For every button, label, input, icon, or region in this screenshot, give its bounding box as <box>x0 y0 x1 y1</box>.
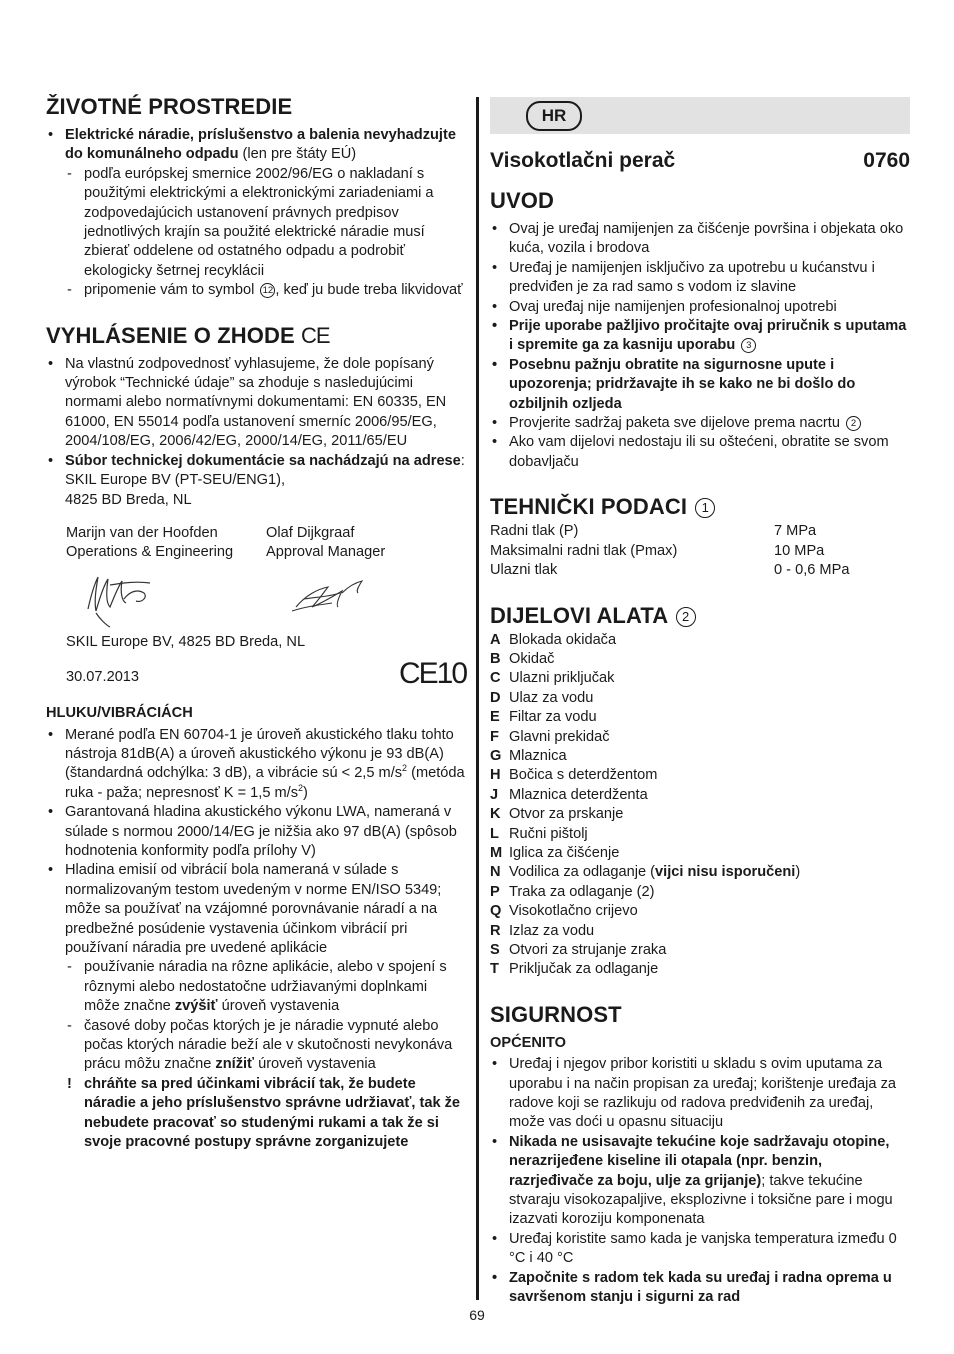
symbol-3-icon: 3 <box>741 338 756 353</box>
declaration-list <box>46 355 466 510</box>
page-number: 69 <box>469 1307 485 1323</box>
text: úroveň vystavenia <box>254 1056 376 1073</box>
environment-list <box>46 126 466 165</box>
declaration-date: 30.07.2013 <box>66 669 140 686</box>
part-label: Mlaznica <box>509 747 567 764</box>
text: (metóda ruka - paža; nepresnosť K = 1,5 m/s <box>65 765 465 801</box>
text: (len pre štáty EÚ) <box>238 146 357 163</box>
part-label: Filtar za vodu <box>509 709 597 726</box>
part-key: Q <box>490 903 502 920</box>
part-label: Ulazni priključak <box>509 670 615 687</box>
noise-list <box>46 726 466 959</box>
list-item <box>490 960 910 979</box>
part-key: N <box>490 864 501 881</box>
list-item <box>490 941 910 960</box>
list-item: • Uređaj koristite samo kada je vanjska temperatura između 0 °C i 40 °C <box>490 1230 910 1269</box>
left-column <box>46 94 466 1152</box>
part-label: Otvori za strujanje zraka <box>509 942 667 958</box>
tech-data-title-text: TEHNIČKI PODACI <box>490 494 688 520</box>
part-key: D <box>490 689 501 706</box>
text: používanie náradia na rôzne aplikácie, alebo v spojení s rôznymi alebo nedostatočne udržiavanými doplnkami môže značne <box>84 959 447 1015</box>
list-item <box>490 766 910 785</box>
text: pripomenie vám to symbol <box>84 282 259 299</box>
text: ) <box>795 864 801 881</box>
right-column <box>490 97 910 1308</box>
text-bold: zvýšiť <box>174 998 218 1015</box>
noise-vibration-title: HLUKU/VIBRÁCIÁCH <box>46 705 193 722</box>
list-item <box>490 863 910 882</box>
list-item <box>490 844 910 863</box>
signature-2-icon <box>292 581 362 611</box>
part-label: Mlaznica deterdženta <box>509 786 648 803</box>
tech-data-title <box>490 494 910 520</box>
safety-subtitle: OPĆENITO <box>490 1034 566 1051</box>
warning-text: chráňte sa pred účinkami vibrácií tak, že budete náradie a jeho príslušenstvo správne udržiavať, tak že nebudete pracovať so studenými rukami a tak že si svoje pracovné postupy správne zorganizujete <box>84 1075 461 1151</box>
list-item <box>490 414 910 433</box>
exclamation-icon: ! <box>67 1075 72 1092</box>
parts-list <box>490 631 910 980</box>
list-item <box>490 631 910 650</box>
declaration-title-text: VYHLÁSENIE O ZHODE <box>46 322 295 348</box>
list-item <box>46 126 466 165</box>
text: úroveň vystavenia <box>217 998 340 1015</box>
table-row <box>490 542 910 561</box>
list-item <box>490 728 910 747</box>
list-item <box>65 1017 466 1075</box>
superscript: 2 <box>402 763 408 774</box>
part-label: Bočica s deterdžentom <box>509 767 658 784</box>
product-heading <box>490 148 910 174</box>
signatory-2-role: Approval Manager <box>266 544 386 561</box>
part-key: C <box>490 670 501 687</box>
part-key: R <box>490 922 501 939</box>
symbol-1-icon: 1 <box>695 498 715 518</box>
part-key: F <box>490 728 499 745</box>
list-item: • Ako vam dijelovi nedostaju ili su oštećeni, obratite se svom dobavljaču <box>490 433 910 472</box>
list-item: • Posebnu pažnju obratite na sigurnosne upute i upozorenja; pridržavajte ih se kako ne bi došlo do ozbiljnih ozljeda <box>490 356 910 414</box>
tech-data-section <box>490 494 910 580</box>
part-key: J <box>490 786 499 803</box>
part-label: Iglica za čišćenje <box>509 844 620 861</box>
text-bold: vijci nisu isporučeni <box>655 864 796 881</box>
part-label: Izlaz za vodu <box>509 922 595 939</box>
text: Provjerite sadržaj paketa sve dijelove prema nacrtu <box>509 415 840 432</box>
part-key: H <box>490 767 501 784</box>
safety-list <box>490 1055 910 1307</box>
parts-title <box>490 603 910 629</box>
part-key: K <box>490 806 501 823</box>
symbol-2-icon: 2 <box>676 607 696 627</box>
tech-value: 0 - 0,6 MPa <box>774 562 850 579</box>
list-item <box>490 689 910 708</box>
noise-vibration-section <box>46 704 466 1152</box>
tech-value: 10 MPa <box>774 542 825 559</box>
intro-title: UVOD <box>490 188 554 213</box>
intro-list <box>490 220 910 472</box>
list-item <box>490 708 910 727</box>
part-label: Priključak za odlaganje <box>509 961 659 978</box>
list-item: • Ovaj uređaj nije namijenjen profesionalnoj upotrebi <box>490 298 910 317</box>
tech-label: Ulazni tlak <box>490 562 558 579</box>
table-row <box>490 561 910 580</box>
part-label: Ručni pištolj <box>509 825 588 842</box>
list-item <box>490 902 910 921</box>
tech-label: Radni tlak (P) <box>490 523 579 540</box>
part-label: Otvor za prskanje <box>509 806 624 823</box>
part-label: Okidač <box>509 650 555 667</box>
part-key: P <box>490 883 500 900</box>
language-bar <box>490 97 910 134</box>
text: 4825 BD Breda, NL <box>65 491 192 508</box>
superscript: 2 <box>298 782 304 793</box>
signatory-1-name: Marijn van der Hoofden <box>66 524 218 541</box>
text: Merané podľa EN 60704-1 je úroveň akustického tlaku tohto nástroja 81dB(A) a úroveň akustického výkonu je 93 dB(A) (štandardná odchýlka: 3 dB), a vibrácie sú < 2,5 m/s <box>65 726 454 782</box>
symbol-12-icon: 12 <box>260 283 275 298</box>
table-row <box>490 522 910 541</box>
product-code: 0760 <box>863 149 910 172</box>
product-name: Visokotlačni perač <box>490 149 676 172</box>
safety-title: SIGURNOST <box>490 1001 622 1027</box>
environment-sublist <box>65 165 466 301</box>
environment-section <box>46 94 466 301</box>
safety-section <box>490 1002 910 1308</box>
ce-mark-icon: CE <box>300 322 330 348</box>
part-label: Ulaz za vodu <box>509 689 594 706</box>
list-item: • Ovaj je uređaj namijenjen za čišćenje površina i objekata oko kuća, vozila i brodova <box>490 220 910 259</box>
declaration-section <box>46 323 466 690</box>
column-divider <box>476 97 479 1300</box>
part-label: Glavni prekidač <box>509 728 610 745</box>
list-item: • Uređaj i njegov pribor koristiti u skladu s ovim uputama za uporabu i na način propisan za uređaj; korištenje uređaja za radove koji se razlikuju od radova predviđenih za uređaj, može vas doći u opasnu situaciju <box>490 1055 910 1133</box>
text: ; takve tekućine stvaraju visokozapaljive, eksplozivne i toksične pare i mogu izazvati koroziju komponenata <box>509 1172 893 1228</box>
part-key: T <box>490 961 499 978</box>
signatory-1 <box>66 524 266 563</box>
part-label: Visokotlačno crijevo <box>509 903 638 920</box>
tech-data-table <box>490 522 910 580</box>
parts-title-text: DIJELOVI ALATA <box>490 602 668 628</box>
list-item <box>65 281 466 300</box>
signatory-2 <box>266 524 466 563</box>
part-key: B <box>490 650 501 667</box>
declaration-title <box>46 323 466 349</box>
list-item <box>490 747 910 766</box>
tech-label: Maksimalni radni tlak (Pmax) <box>490 542 678 559</box>
text-bold: Nikada ne usisavajte tekućine koje sadržavaju otopine, nerazrijeđene kiseline ili otapala (npr. benzin, razrjeđivače za boju, ulje za grijanje) <box>509 1133 890 1189</box>
part-key: G <box>490 747 502 764</box>
part-key: E <box>490 709 500 726</box>
signatures <box>66 563 466 633</box>
list-item: • Započnite s radom tek kada su uređaj i radna oprema u savršenom stanju i sigurni za rad <box>490 1269 910 1308</box>
part-label: Traka za odlaganje (2) <box>509 883 655 900</box>
list-item <box>490 805 910 824</box>
text: ) <box>303 784 308 801</box>
warning-note <box>65 1075 466 1153</box>
signature-1-icon <box>88 577 150 627</box>
list-item: • Na vlastnú zodpovednosť vyhlasujeme, že dole popísaný výrobok “Technické údaje” sa zhoduje s nasledujúcimi normami alebo normatívnymi dokumentami: EN 60335, EN 61000, EN 55014 podľa ustanovení smerníc 2006/95/EG, 2004/108/EG, 2006/42/EG, 2000/14/EG, 2011/65/EU <box>46 355 466 452</box>
environment-title: ŽIVOTNÉ PROSTREDIE <box>46 94 293 119</box>
list-item <box>490 883 910 902</box>
text-bold: Elektrické náradie, príslušenstvo a balenia nevyhadzujte do komunálneho odpadu <box>65 127 456 163</box>
ce-10-mark-icon: CE10 <box>398 657 466 691</box>
list-item <box>490 650 910 669</box>
list-item <box>490 825 910 844</box>
text-bold: Prije uporabe pažljivo pročitajte ovaj priručnik s uputama i spremite ga za kasniju uporabu <box>509 318 907 354</box>
list-item <box>65 958 466 1016</box>
list-item <box>490 922 910 941</box>
part-key: A <box>490 631 501 648</box>
text: , keď ju bude treba likvidovať <box>275 282 463 299</box>
list-item: • Uređaj je namijenjen isključivo za upotrebu u kućanstvu i predviđen je za rad samo s vodom iz slavine <box>490 259 910 298</box>
part-key: L <box>490 825 499 842</box>
text-bold: Súbor technickej dokumentácie sa nachádzajú na adrese <box>65 452 461 469</box>
parts-section <box>490 603 910 980</box>
intro-section <box>490 188 910 472</box>
text: : SKIL Europe BV (PT-SEU/ENG1), <box>65 452 465 489</box>
language-badge: HR <box>526 101 582 131</box>
list-item <box>490 786 910 805</box>
date-row <box>66 657 466 691</box>
list-item <box>490 669 910 688</box>
part-key: M <box>490 844 503 861</box>
list-item <box>490 1133 910 1230</box>
signature-graphics <box>66 563 486 633</box>
list-item <box>46 452 466 510</box>
signatory-names <box>66 524 466 563</box>
list-item <box>46 726 466 804</box>
part-label: Vodilica za odlaganje ( <box>509 864 656 881</box>
company-address: SKIL Europe BV, 4825 BD Breda, NL <box>66 633 306 650</box>
symbol-2-icon: 2 <box>846 416 861 431</box>
list-item: - podľa európskej smernice 2002/96/EG o nakladaní s použitými elektrickými a elektronickými zariadeniami a zodpovedajúcich ustanovení právnych predpisov jednotlivých krajín sa použité elektrické náradie musí zbierať oddelene od ostatného odpadu a podrobiť ekologicky šetrnej recyklácii <box>65 165 466 281</box>
list-item <box>490 317 910 356</box>
tech-value: 7 MPa <box>774 523 817 540</box>
list-item: • Hladina emisií od vibrácií bola nameraná v súlade s normalizovaným testom uvedeným v norme EN/ISO 5349; môže sa používať na vzájomné porovnávanie náradí a na predbežné posúdenie vystavenia účinkom vibrácií pri používaní náradia pre uvedené aplikácie <box>46 861 466 958</box>
signatory-1-role: Operations & Engineering <box>66 544 234 561</box>
text: časové doby počas ktorých je je náradie vypnuté alebo počas ktorých náradie beží ale v skutočnosti nevykonáva prácu môžu značne <box>84 1017 453 1073</box>
text-bold: znížiť <box>215 1056 255 1073</box>
noise-sublist <box>65 958 466 1074</box>
part-label: Blokada okidača <box>509 631 617 648</box>
signatory-2-name: Olaf Dijkgraaf <box>266 524 355 541</box>
list-item: • Garantovaná hladina akustického výkonu LWA, nameraná v súlade s normou 2000/14/EG je nižšia ako 97 dB(A) (spôsob hodnotenia konformity podľa prílohy V) <box>46 803 466 861</box>
part-key: S <box>490 942 500 958</box>
